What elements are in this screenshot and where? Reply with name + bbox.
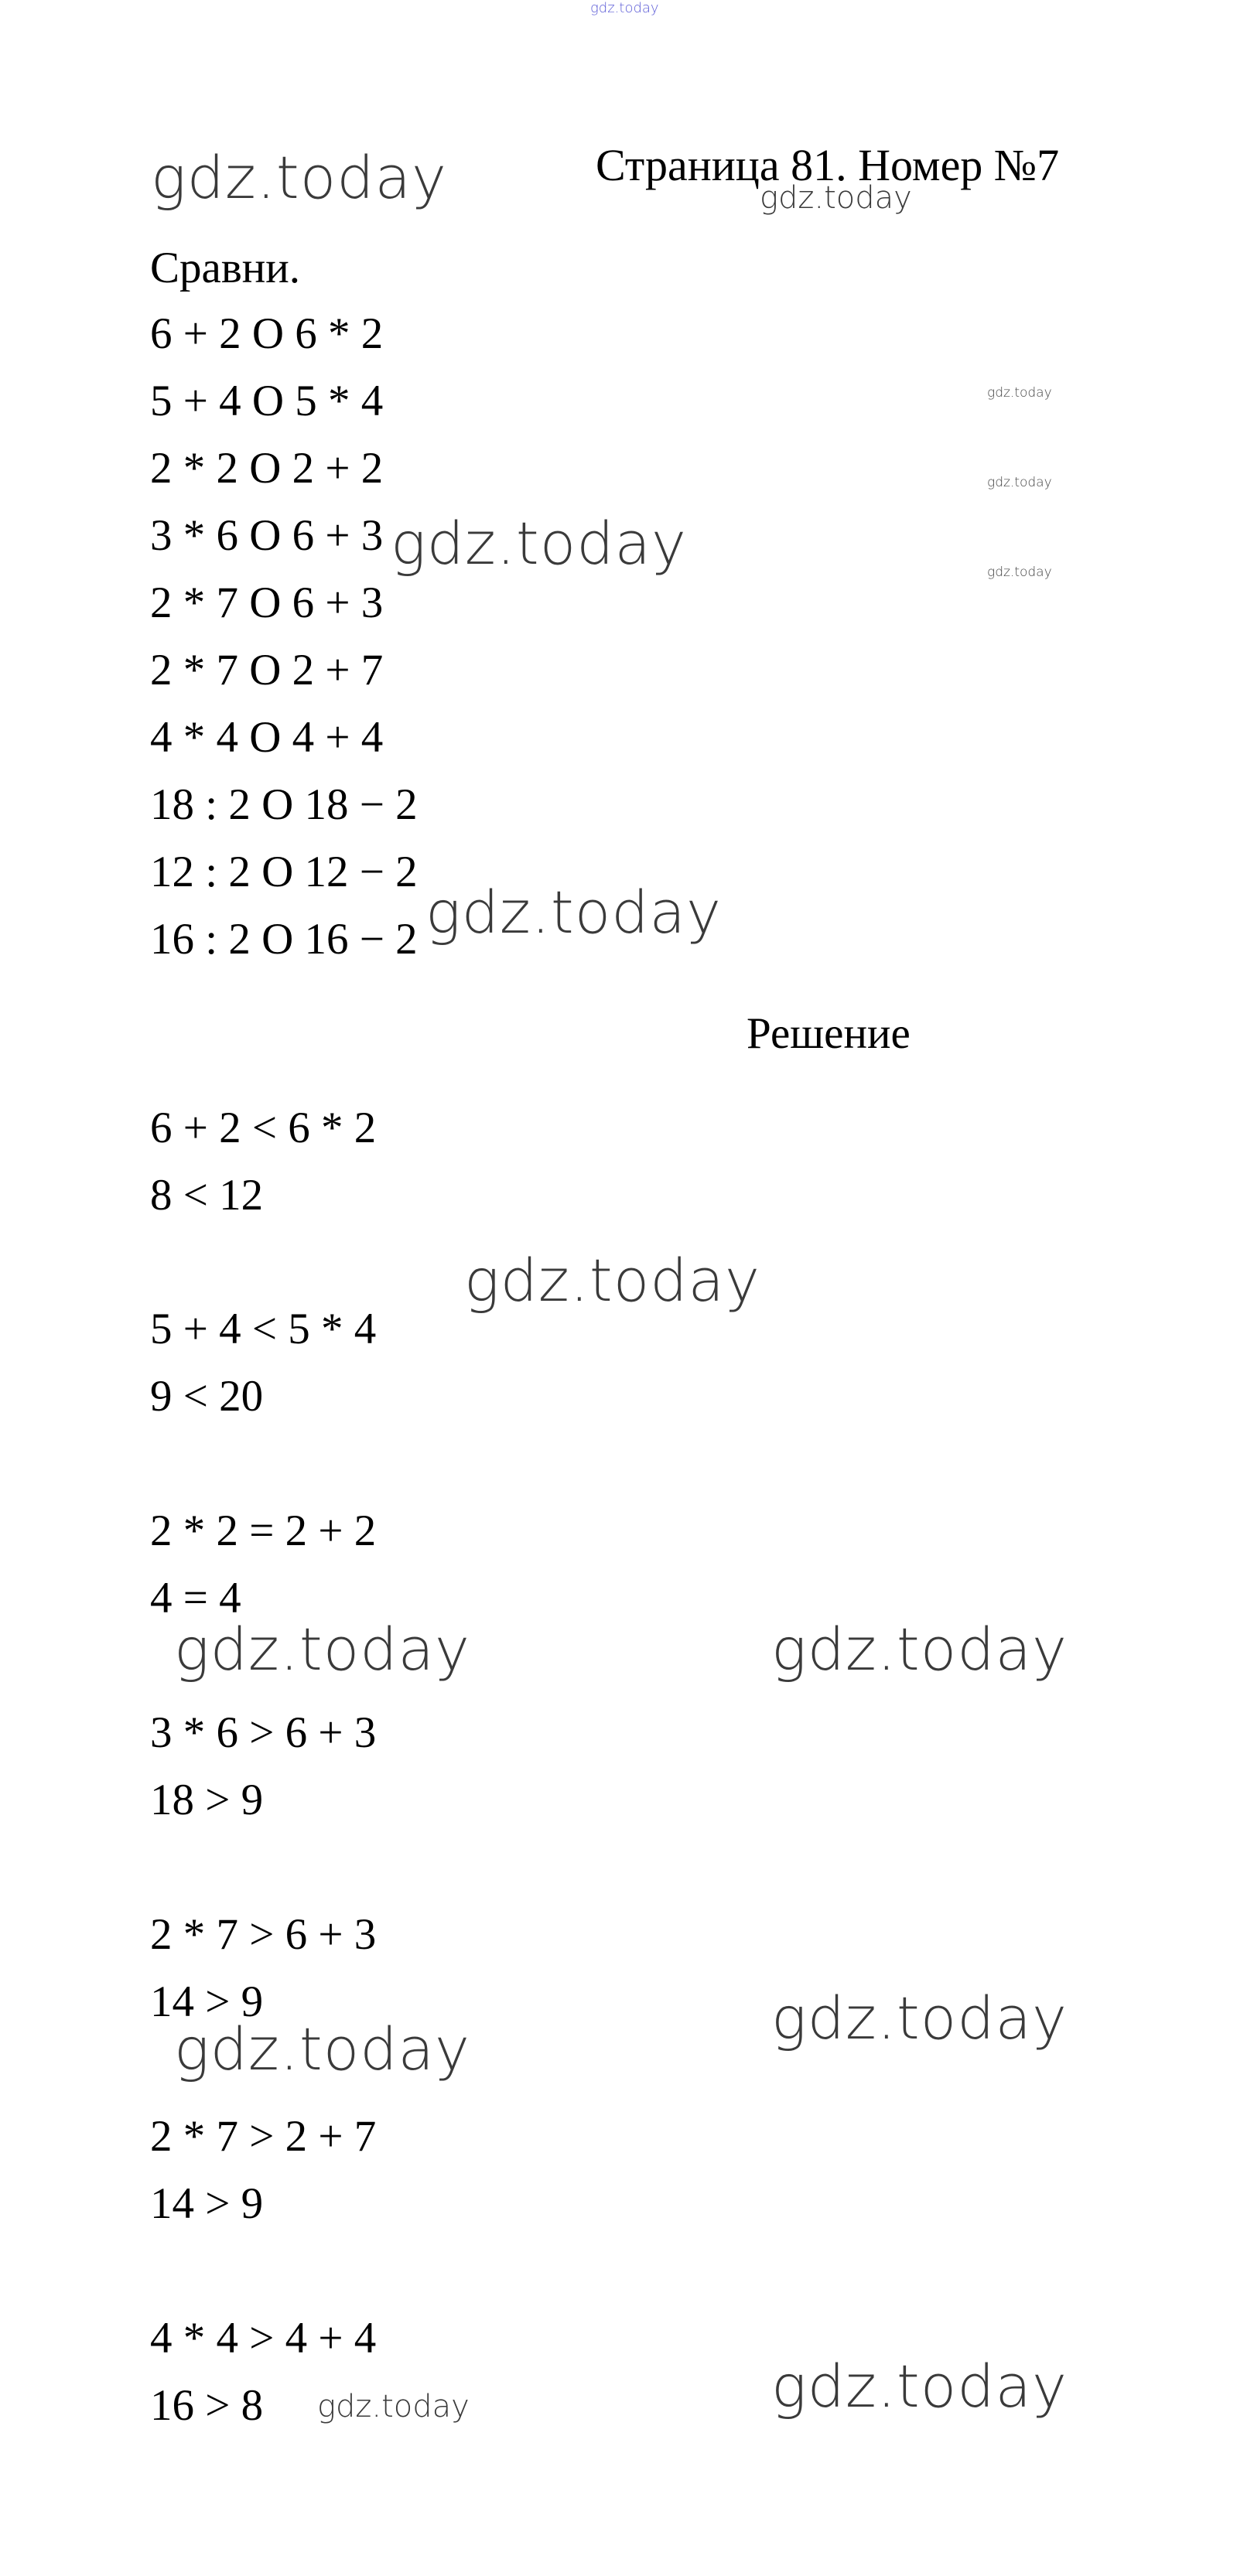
watermark-big: gdz.today xyxy=(425,878,722,947)
task-line: 12 : 2 O 12 − 2 xyxy=(150,848,418,896)
watermark-big: gdz.today xyxy=(174,2015,470,2083)
solution-expr: 6 + 2 < 6 * 2 xyxy=(150,1104,377,1152)
solution-result: 16 > 8 xyxy=(150,2381,264,2430)
solution-result: 18 > 9 xyxy=(150,1776,264,1824)
task-line: 2 * 7 O 2 + 7 xyxy=(150,646,384,694)
watermark-header-left: gdz.today xyxy=(151,143,447,212)
solution-result: 4 = 4 xyxy=(150,1574,241,1622)
task-line: 16 : 2 O 16 − 2 xyxy=(150,915,418,964)
watermark-mid: gdz.today xyxy=(317,2389,470,2424)
solution-heading: Решение xyxy=(747,1009,911,1058)
solution-expr: 3 * 6 > 6 + 3 xyxy=(150,1708,377,1757)
watermark-small: gdz.today xyxy=(987,565,1052,580)
task-line: 4 * 4 O 4 + 4 xyxy=(150,713,384,762)
watermark-big: gdz.today xyxy=(464,1246,760,1315)
solution-result: 14 > 9 xyxy=(150,2179,264,2228)
page-title: Страница 81. Номер №7 xyxy=(596,140,1060,190)
watermark-big: gdz.today xyxy=(771,1984,1068,2052)
solution-expr: 2 * 7 > 6 + 3 xyxy=(150,1910,377,1959)
solution-expr: 5 + 4 < 5 * 4 xyxy=(150,1305,377,1353)
watermark-big: gdz.today xyxy=(771,2352,1068,2421)
watermark-big: gdz.today xyxy=(771,1615,1068,1684)
watermark-under-title: gdz.today xyxy=(760,180,912,216)
solution-expr: 2 * 7 > 2 + 7 xyxy=(150,2112,377,2161)
watermark-small: gdz.today xyxy=(987,385,1052,401)
task-line: 5 + 4 O 5 * 4 xyxy=(150,377,384,425)
solution-expr: 4 * 4 > 4 + 4 xyxy=(150,2314,377,2363)
task-line: 18 : 2 O 18 − 2 xyxy=(150,780,418,829)
watermark-top: gdz.today xyxy=(590,0,659,16)
task-line: 6 + 2 O 6 * 2 xyxy=(150,309,384,358)
task-line: 3 * 6 O 6 + 3 xyxy=(150,511,384,560)
solution-result: 9 < 20 xyxy=(150,1372,264,1421)
solution-result: 14 > 9 xyxy=(150,1977,264,2026)
solution-expr: 2 * 2 = 2 + 2 xyxy=(150,1506,377,1555)
solution-result: 8 < 12 xyxy=(150,1171,264,1220)
watermark-small: gdz.today xyxy=(987,475,1052,490)
task-line: 2 * 2 O 2 + 2 xyxy=(150,444,384,493)
watermark-big: gdz.today xyxy=(174,1615,470,1684)
task-intro: Сравни. xyxy=(150,244,300,292)
task-line: 2 * 7 O 6 + 3 xyxy=(150,578,384,627)
watermark-big: gdz.today xyxy=(391,509,687,578)
